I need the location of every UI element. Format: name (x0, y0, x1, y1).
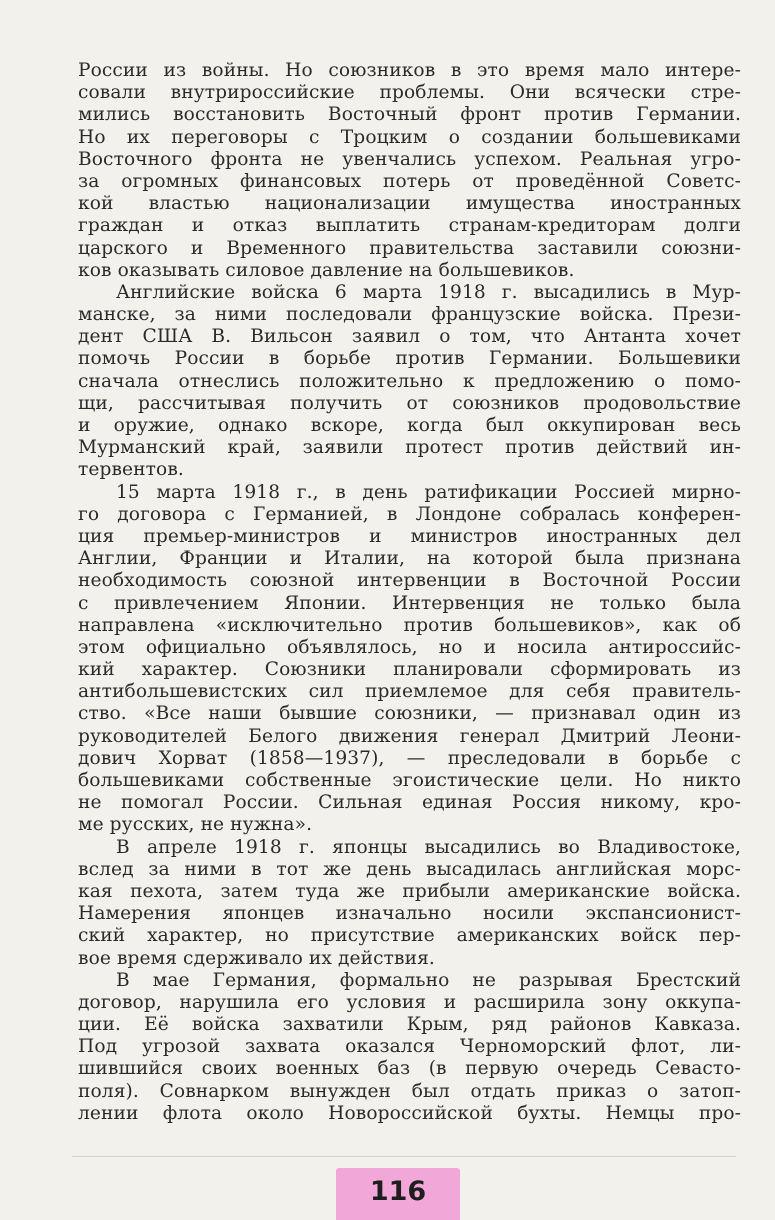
text-line: руководителей Белого движения генерал Дмитрий Леони- (78, 725, 741, 747)
text-line: кий характер. Союзники планировали сформировать из (78, 659, 741, 681)
text-line: ский характер, но присутствие американских войск пер- (78, 925, 741, 947)
text-line: России из войны. Но союзников в это время мало интере- (78, 60, 741, 81)
text-line: антибольшевистских сил приемлемое для себя правитель- (78, 681, 741, 703)
page-number: 116 (369, 1176, 427, 1207)
text-line: не помогал России. Сильная единая Россия никому, кро- (78, 792, 741, 814)
text-line: дент США В. Вильсон заявил о том, что Антанта хочет (78, 326, 741, 348)
text-line: Английские войска 6 марта 1918 г. высадились в Мур- (116, 281, 741, 303)
page-body (78, 60, 741, 1125)
text-line: Восточного фронта не увенчались успехом. Реальная угро- (78, 148, 741, 170)
text-line: за огромных финансовых потерь от проведённой Советс- (78, 170, 741, 192)
text-line: ство. «Все наши бывшие союзники, — признавал один из (78, 703, 741, 725)
text-line: сначала отнеслись положительно к предложению о помо- (78, 370, 741, 392)
text-line: Но их переговоры с Троцким о создании большевиками (78, 126, 741, 148)
text-line: большевиками собственные эгоистические цели. Но никто (78, 770, 741, 791)
text-line: этом официально объявлялось, но и носила антироссийс- (78, 636, 741, 658)
text-line: помочь России в борьбе против Германии. Большевики (78, 348, 741, 370)
text-line: ме русских, не нужна». (78, 814, 313, 836)
text-line: Намерения японцев изначально носили экспансионист- (78, 903, 741, 925)
text-line: и оружие, однако вскоре, когда был оккупирован весь (78, 415, 741, 436)
footer-divider (72, 1156, 736, 1157)
text-line: ков оказывать силовое давление на большевиков. (78, 259, 575, 281)
text-line: го договора с Германией, в Лондоне собралась конферен- (78, 503, 741, 525)
text-line: тервентов. (78, 459, 184, 481)
paragraph-german-occupation (78, 970, 741, 1125)
text-line: 15 марта 1918 г., в день ратификации Россией мирно- (116, 481, 741, 503)
text-line: договор, нарушила его условия и расширила зону оккупа- (78, 991, 741, 1013)
text-line: необходимость союзной интервенции в Восточной России (78, 570, 741, 592)
paragraph-british-landing (78, 282, 741, 482)
text-line: кой властью национализации имущества иностранных (78, 193, 741, 215)
text-line: дович Хорват (1858—1937), — преследовали в борьбе с (78, 747, 741, 769)
text-line: манске, за ними последовали французские войска. Прези- (78, 304, 741, 326)
text-line: кая пехота, затем туда же прибыли американские войска. (78, 880, 741, 902)
text-line: Мурманский край, заявили протест против действий ин- (78, 437, 741, 459)
text-line: царского и Временного правительства заставили союзни- (78, 237, 741, 259)
text-line: В апреле 1918 г. японцы высадились во Владивостоке, (116, 836, 741, 858)
text-line: вслед за ними в тот же день высадилась английская морс- (78, 858, 741, 880)
text-line: щи, рассчитывая получить от союзников продовольствие (78, 392, 741, 414)
text-line: мились восстановить Восточный фронт против Германии. (78, 104, 741, 126)
paragraph-continuation (78, 60, 741, 282)
text-line: Англии, Франции и Италии, на которой была признана (78, 548, 741, 570)
text-line: с привлечением Японии. Интервенция не только была (78, 592, 741, 614)
text-line: лении флота около Новороссийской бухты. Немцы про- (78, 1102, 741, 1124)
text-line: граждан и отказ выплатить странам-кредиторам долги (78, 215, 741, 237)
text-line: вое время сдерживало их действия. (78, 947, 435, 969)
text-line: шившийся своих военных баз (в первую очередь Севасто- (78, 1058, 741, 1080)
text-line: совали внутрироссийские проблемы. Они всячески стре- (78, 82, 741, 104)
text-line: ции. Её войска захватили Крым, ряд районов Кавказа. (78, 1014, 741, 1036)
text-line: ция премьер-министров и министров иностранных дел (78, 525, 741, 547)
text-line: поля). Совнарком вынужден был отдать приказ о затоп- (78, 1080, 741, 1102)
text-line: направлена «исключительно против большевиков», как об (78, 614, 741, 636)
paragraph-london-conference (78, 482, 741, 837)
text-line: Под угрозой захвата оказался Черноморский флот, ли- (78, 1036, 741, 1058)
paragraph-vladivostok-landing (78, 837, 741, 970)
text-line: В мае Германия, формально не разрывая Брестский (116, 969, 741, 991)
